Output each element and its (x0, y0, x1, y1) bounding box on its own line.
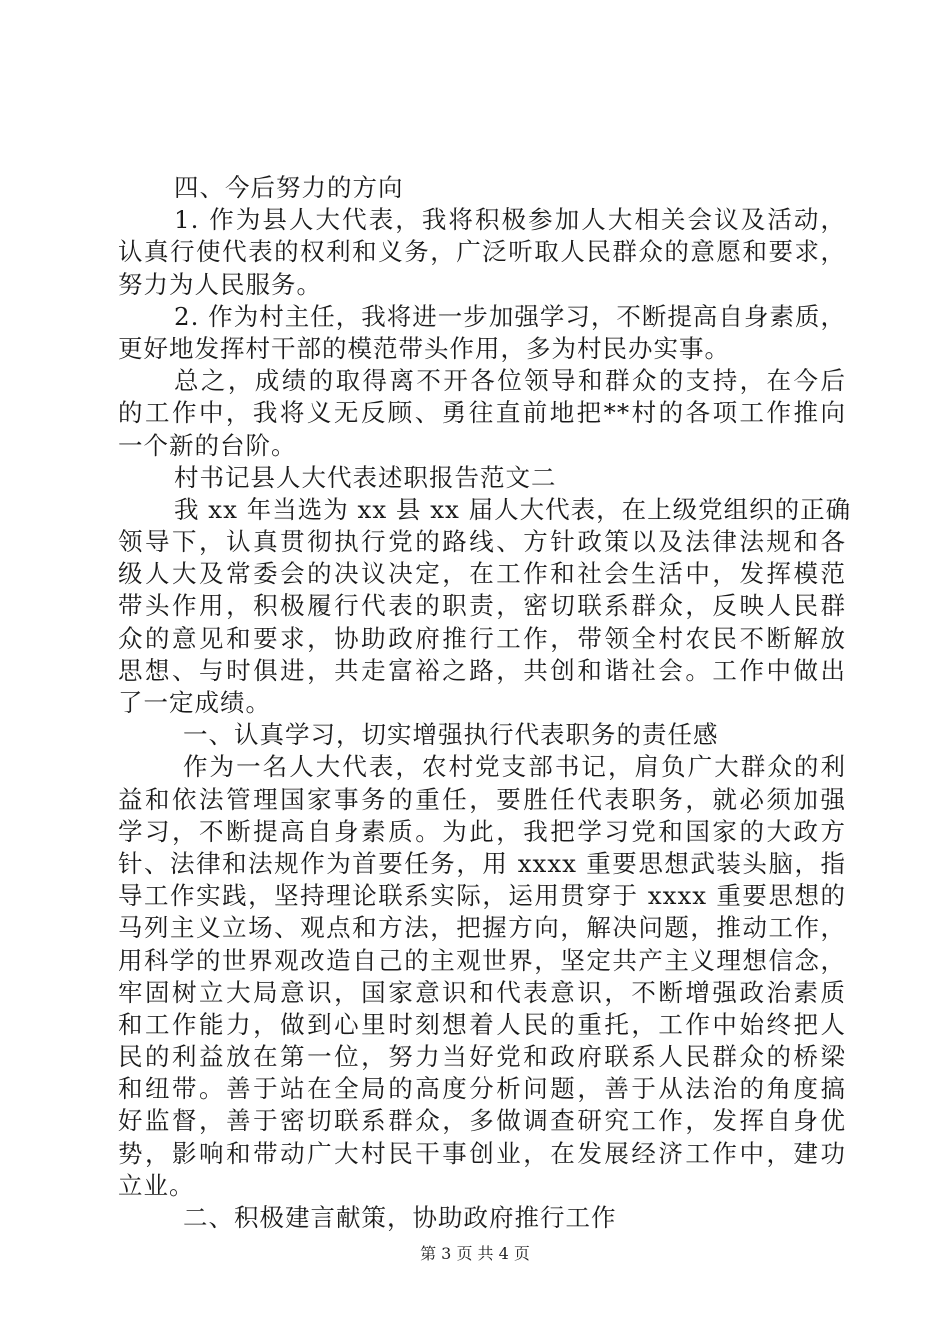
paragraph-line: 民的利益放在第一位，努力当好党和政府联系人民群众的桥梁 (118, 1042, 846, 1072)
paragraph-line: 认真行使代表的权利和义务，广泛听取人民群众的意愿和要求， (118, 237, 846, 267)
paragraph-line: 带头作用，积极履行代表的职责，密切联系群众，反映人民群 (118, 591, 846, 621)
page-number-footer: 第 3 页 共 4 页 (420, 1244, 530, 1263)
paragraph-line: 牢固树立大局意识，国家意识和代表意识，不断增强政治素质 (118, 977, 846, 1007)
paragraph-line: 思想、与时俱进，共走富裕之路，共创和谐社会。工作中做出 (118, 655, 846, 685)
paragraph-line: 马列主义立场、观点和方法，把握方向，解决问题，推动工作， (118, 913, 846, 943)
paragraph-line: 领导下，认真贯彻执行党的路线、方针政策以及法律法规和各 (118, 527, 846, 557)
paragraph-line: 了一定成绩。 (118, 688, 271, 717)
paragraph-line: 针、法律和法规作为首要任务，用 xxxx 重要思想武装头脑，指 (118, 848, 846, 878)
paragraph-line: 众的意见和要求，协助政府推行工作，带领全村农民不断解放 (118, 623, 846, 653)
section-heading: 一、认真学习，切实增强执行代表职务的责任感 (183, 720, 719, 750)
section-title: 村书记县人大代表述职报告范文二 (174, 462, 557, 492)
paragraph-line: 更好地发挥村干部的模范带头作用，多为村民办实事。 (118, 333, 730, 363)
paragraph-line: 用科学的世界观改造自己的主观世界，坚定共产主义理想信念， (118, 945, 846, 975)
paragraph-line: 立业。 (118, 1170, 195, 1200)
paragraph-line: 作为一名人大代表，农村党支部书记，肩负广大群众的利 (183, 752, 846, 782)
section-heading: 四、今后努力的方向 (174, 173, 404, 202)
paragraph-line: 学习，不断提高自身素质。为此，我把学习党和国家的大政方 (118, 816, 846, 846)
paragraph-line: 级人大及常委会的决议决定，在工作和社会生活中，发挥模范 (118, 559, 846, 589)
paragraph-line: 2. 作为村主任，我将进一步加强学习，不断提高自身素质， (174, 301, 846, 331)
paragraph-line: 和纽带。善于站在全局的高度分析问题，善于从法治的角度搞 (118, 1074, 846, 1104)
paragraph-line: 势，影响和带动广大村民干事创业，在发展经济工作中，建功 (118, 1138, 846, 1168)
paragraph-line: 和工作能力，做到心里时刻想着人民的重托，工作中始终把人 (118, 1009, 846, 1039)
paragraph-line: 努力为人民服务。 (118, 269, 322, 299)
paragraph-line: 总之，成绩的取得离不开各位领导和群众的支持，在今后 (174, 366, 846, 396)
paragraph-line: 导工作实践，坚持理论联系实际，运用贯穿于 xxxx 重要思想的 (118, 881, 846, 911)
paragraph-line: 好监督，善于密切联系群众，多做调查研究工作，发挥自身优 (118, 1106, 846, 1136)
paragraph-line: 一个新的台阶。 (118, 430, 297, 460)
paragraph-line: 1. 作为县人大代表，我将积极参加人大相关会议及活动， (174, 205, 846, 235)
paragraph-line: 我 xx 年当选为 xx 县 xx 届人大代表，在上级党组织的正确 (174, 494, 852, 524)
section-heading: 二、积极建言献策，协助政府推行工作 (183, 1203, 617, 1232)
paragraph-line: 益和依法管理国家事务的重任，要胜任代表职务，就必须加强 (118, 784, 846, 814)
document-body (118, 172, 852, 1234)
paragraph-line: 的工作中，我将义无反顾、勇往直前地把**村的各项工作推向 (118, 398, 846, 428)
